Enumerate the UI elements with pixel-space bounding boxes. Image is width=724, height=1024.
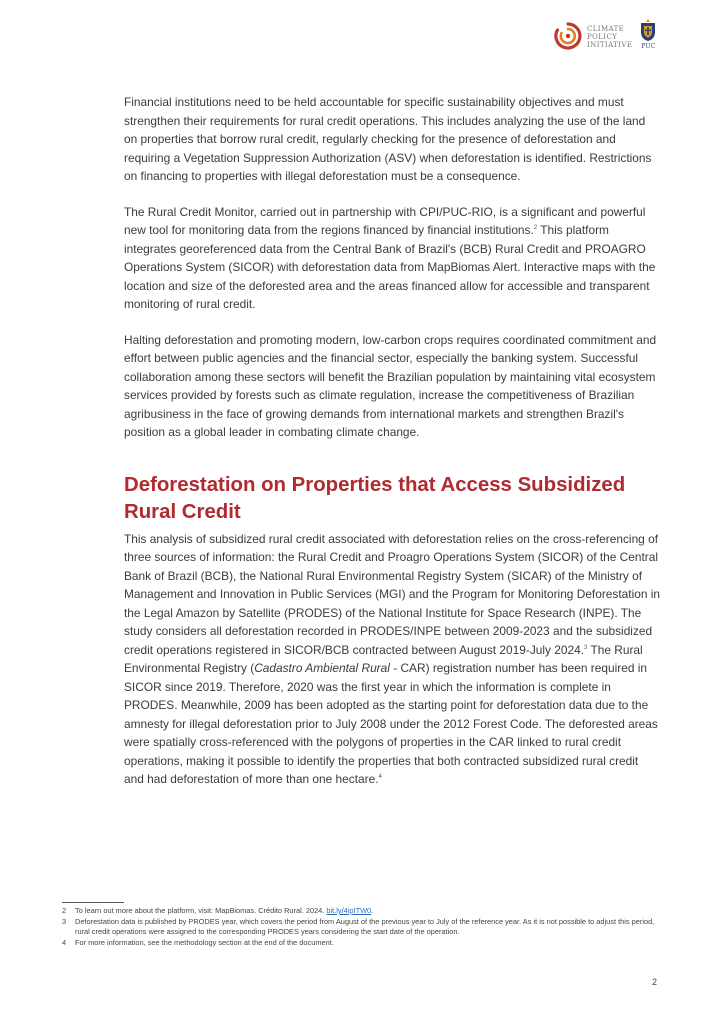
paragraph-text: The Rural Environmental Registry (	[124, 642, 643, 675]
cpi-logo-line: CLIMATE	[587, 25, 625, 33]
footnotes	[62, 906, 662, 948]
footnote-tail: .	[371, 906, 374, 915]
cpi-logo-line: INITIATIVE	[587, 41, 633, 49]
puc-logo	[636, 18, 660, 50]
paragraph-analysis-method	[124, 530, 660, 789]
page-header	[554, 18, 660, 50]
footnote-item	[62, 917, 662, 938]
footnote-number: 2	[62, 906, 67, 915]
main-content	[124, 93, 660, 806]
footnote-body: To learn out more about the platform, visit: MapBiomas. Crédito Rural. 2024.	[75, 906, 327, 915]
cpi-logo	[554, 18, 632, 50]
puc-crest-icon	[638, 18, 658, 42]
footnote-link[interactable]: bit.ly/4ipITW0	[326, 906, 372, 915]
paragraph-text: The Rural Credit Monitor, carried out in partnership with CPI/PUC-RIO, is a significant and powerful new tool for monitoring data from the regions financed by financial institutions.	[124, 204, 646, 237]
footnote-text	[75, 906, 662, 917]
footnote-item	[62, 906, 662, 917]
page-number: 2	[652, 977, 658, 987]
paragraph-rural-credit-monitor	[124, 203, 660, 314]
paragraph-text: This platform integrates georeferenced data from the Central Bank of Brazil's (BCB) Rural Credit and PROAGRO Operations System (SICOR) with deforestation data from MapBiomas Alert. Interactive maps with the location and size of the deforested area and the areas financed allow for accessible and transparent monitoring of rural credit.	[124, 223, 656, 311]
cpi-logo-text	[587, 25, 632, 49]
cpi-swirl-icon	[554, 22, 582, 50]
footnote-text: Deforestation data is published by PRODES year, which covers the period from August of the previous year to July of the reference year. As it is not possible to adjust this period, rural credit operations were assigned to the corresponding PRODES years considering the start date of the operation.	[75, 916, 655, 936]
paragraph-halting-deforestation: Halting deforestation and promoting modern, low-carbon crops requires coordinated commitment and effort between public agencies and the financial sector, especially the banking system. Successful collaboration among these sectors will benefit the Brazilian population by maintaining vital ecosystem services provided by forests such as climate regulation, increase the competitiveness of Brazilian agribusiness in the face of growing demands from international markets and strengthen Brazil's position as a global leader in combating climate change.	[124, 332, 657, 439]
puc-logo-label: PUC	[641, 43, 656, 50]
paragraph-accountability: Financial institutions need to be held accountable for specific sustainability objectives and must strengthen their requirements for rural credit operations. This includes analyzing the use of the land on properties that borrow rural credit, regularly checking for the presence of deforestation and requiring a Vegetation Suppression Authorization (ASV) when deforestation is identified. Restrictions on financing to properties with illegal deforestation must be a consequence.	[124, 95, 652, 183]
cpi-logo-line: POLICY	[587, 33, 618, 41]
paragraph-text: This analysis of subsidized rural credit associated with deforestation relies on the cross-referencing of three sources of information: the Rural Credit and Proagro Operations System (SICOR) of the Central Bank of Brazil (BCB), the National Rural Environmental Registry System (SICAR) of the Ministry of Management and Innovation in Public Services (MGI) and the Program for Monitoring Deforestation in the Legal Amazon by Satellite (PRODES) of the National Institute for Space Research (INPE). The study considers all deforestation recorded in PRODES/INPE between 2009-2023 and the subsidized credit operations registered in SICOR/BCB contracted between August 2019-July 2024.	[124, 531, 661, 657]
footnote-number: 4	[62, 937, 67, 947]
italic-term: Cadastro Ambiental Rural	[254, 661, 390, 675]
section-heading: Deforestation on Properties that Access Subsidized Rural Credit	[124, 473, 626, 523]
footnote-ref-4[interactable]: 4	[378, 774, 382, 780]
footnote-number: 3	[62, 916, 67, 926]
footnote-ref-3[interactable]: 3	[584, 644, 588, 651]
footnote-item	[62, 938, 662, 949]
footnote-ref-2[interactable]: 2	[533, 225, 538, 231]
paragraph-text: - CAR) registration number has been required in SICOR since 2019. Therefore, 2020 was the first year in which the information is complete in PRODES. Meanwhile, 2009 has been adopted as the starting point for deforestation data due to the amnesty for illegal deforestation prior to July 2008 under the 2012 Forest Code. The deforested areas were spatially cross-referenced with the polygons of properties in the CAR linked to rural credit operations, making it possible to identify the properties that both contracted subsidized rural credit and had deforestation of more than one hectare.	[124, 661, 658, 786]
footnote-text: For more information, see the methodology section at the end of the document.	[75, 937, 334, 947]
footnote-divider	[62, 902, 124, 903]
